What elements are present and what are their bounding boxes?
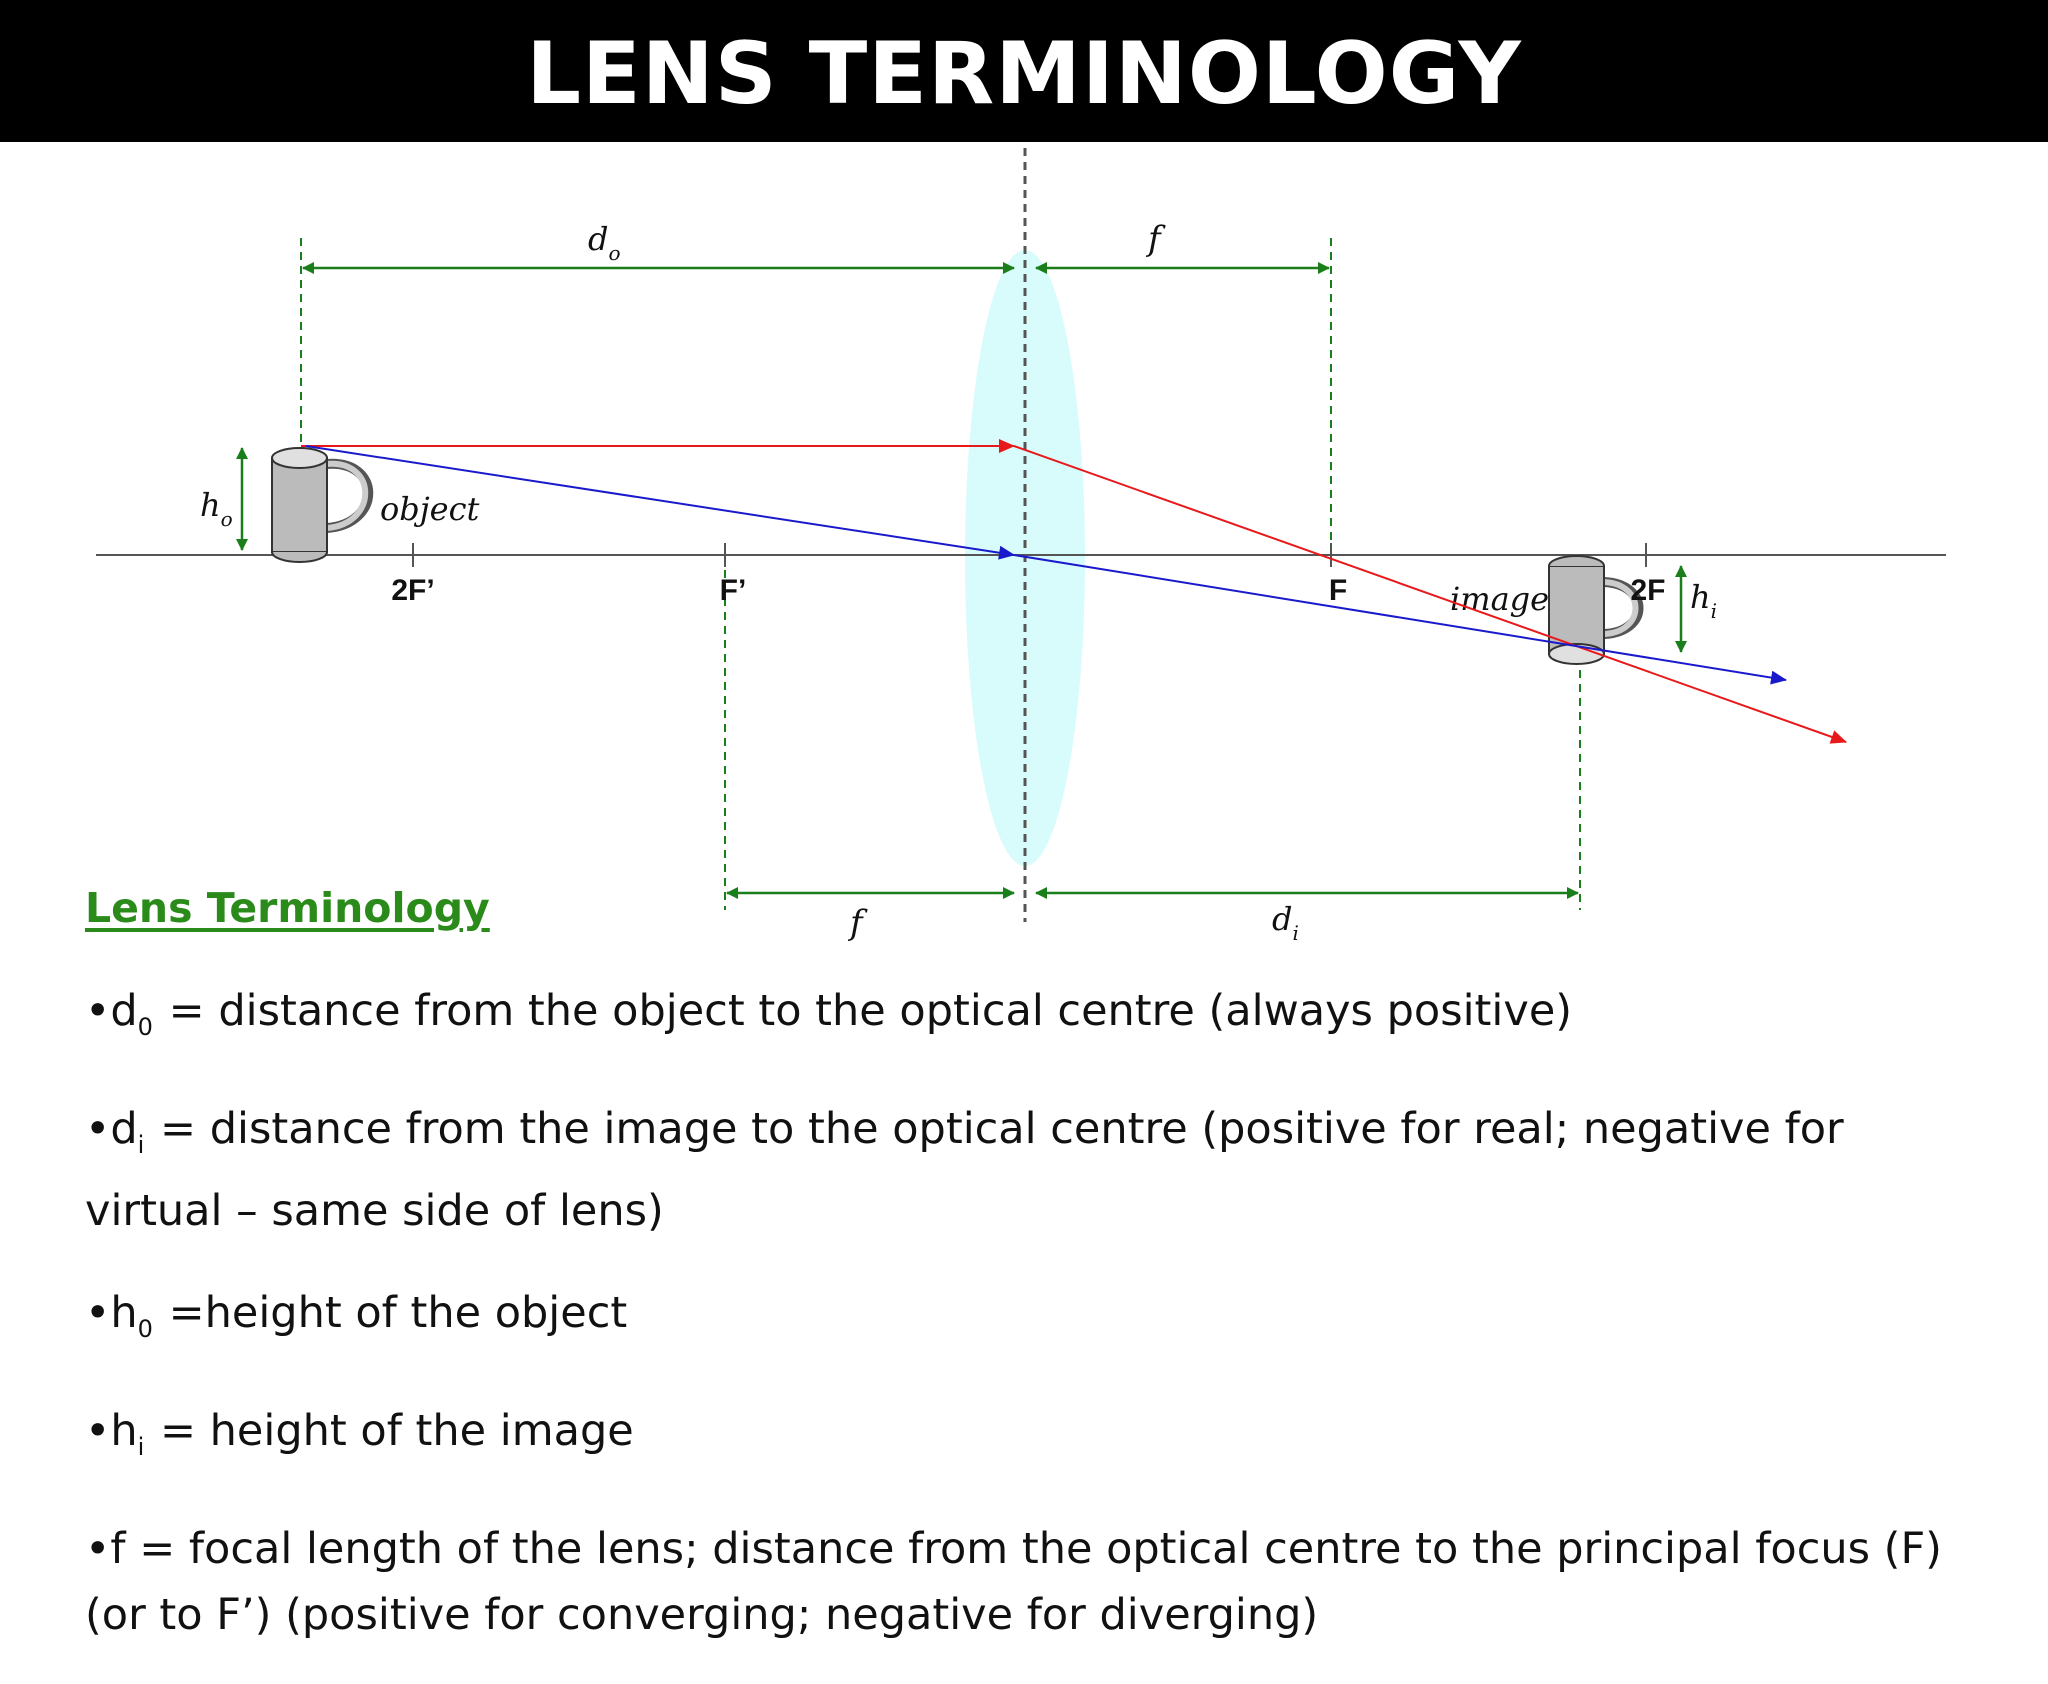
do-label: $d_o$	[588, 220, 621, 265]
section-heading: Lens Terminology	[85, 884, 490, 932]
di-label: $d_i$	[1272, 900, 1299, 942]
lens-diagram	[0, 142, 2048, 942]
term-ho: $•h_0$ =height of the object	[85, 1288, 628, 1343]
object-label: object	[380, 490, 480, 528]
label-2f: 2F	[1630, 574, 1666, 607]
label-f-prime: F’	[719, 574, 747, 607]
hi-label: $h_i$	[1690, 578, 1718, 623]
image-label: image	[1450, 580, 1550, 618]
object-mug	[272, 448, 368, 562]
term-hi: $•h_i$ = height of the image	[85, 1406, 634, 1461]
title-bar	[0, 0, 2048, 142]
f-bottom-label: f	[850, 903, 863, 942]
ho-label: $h_o$	[200, 486, 233, 531]
label-2f-prime: 2F’	[391, 574, 435, 607]
term-do: $•d_0$ = distance from the object to the optical centre (always positive)	[85, 986, 1573, 1041]
centre-ray-transmitted	[1014, 555, 1786, 680]
page-title: LENS TERMINOLOGY	[526, 24, 1522, 124]
image-mug	[1549, 556, 1639, 664]
term-f: •f = focal length of the lens; distance from the optical centre to the principal focus (F) (or to F’) (positive for converging; negative for diverging)	[85, 1524, 1942, 1640]
terms-list	[85, 978, 1985, 1684]
parallel-ray-refracted	[1014, 446, 1846, 742]
f-top-label: f	[1148, 219, 1161, 259]
label-f: F	[1328, 574, 1348, 607]
term-di: $•d_i$ = distance from the image to the optical centre (positive for real; negative for virtual – same side of lens)	[85, 1104, 1844, 1236]
